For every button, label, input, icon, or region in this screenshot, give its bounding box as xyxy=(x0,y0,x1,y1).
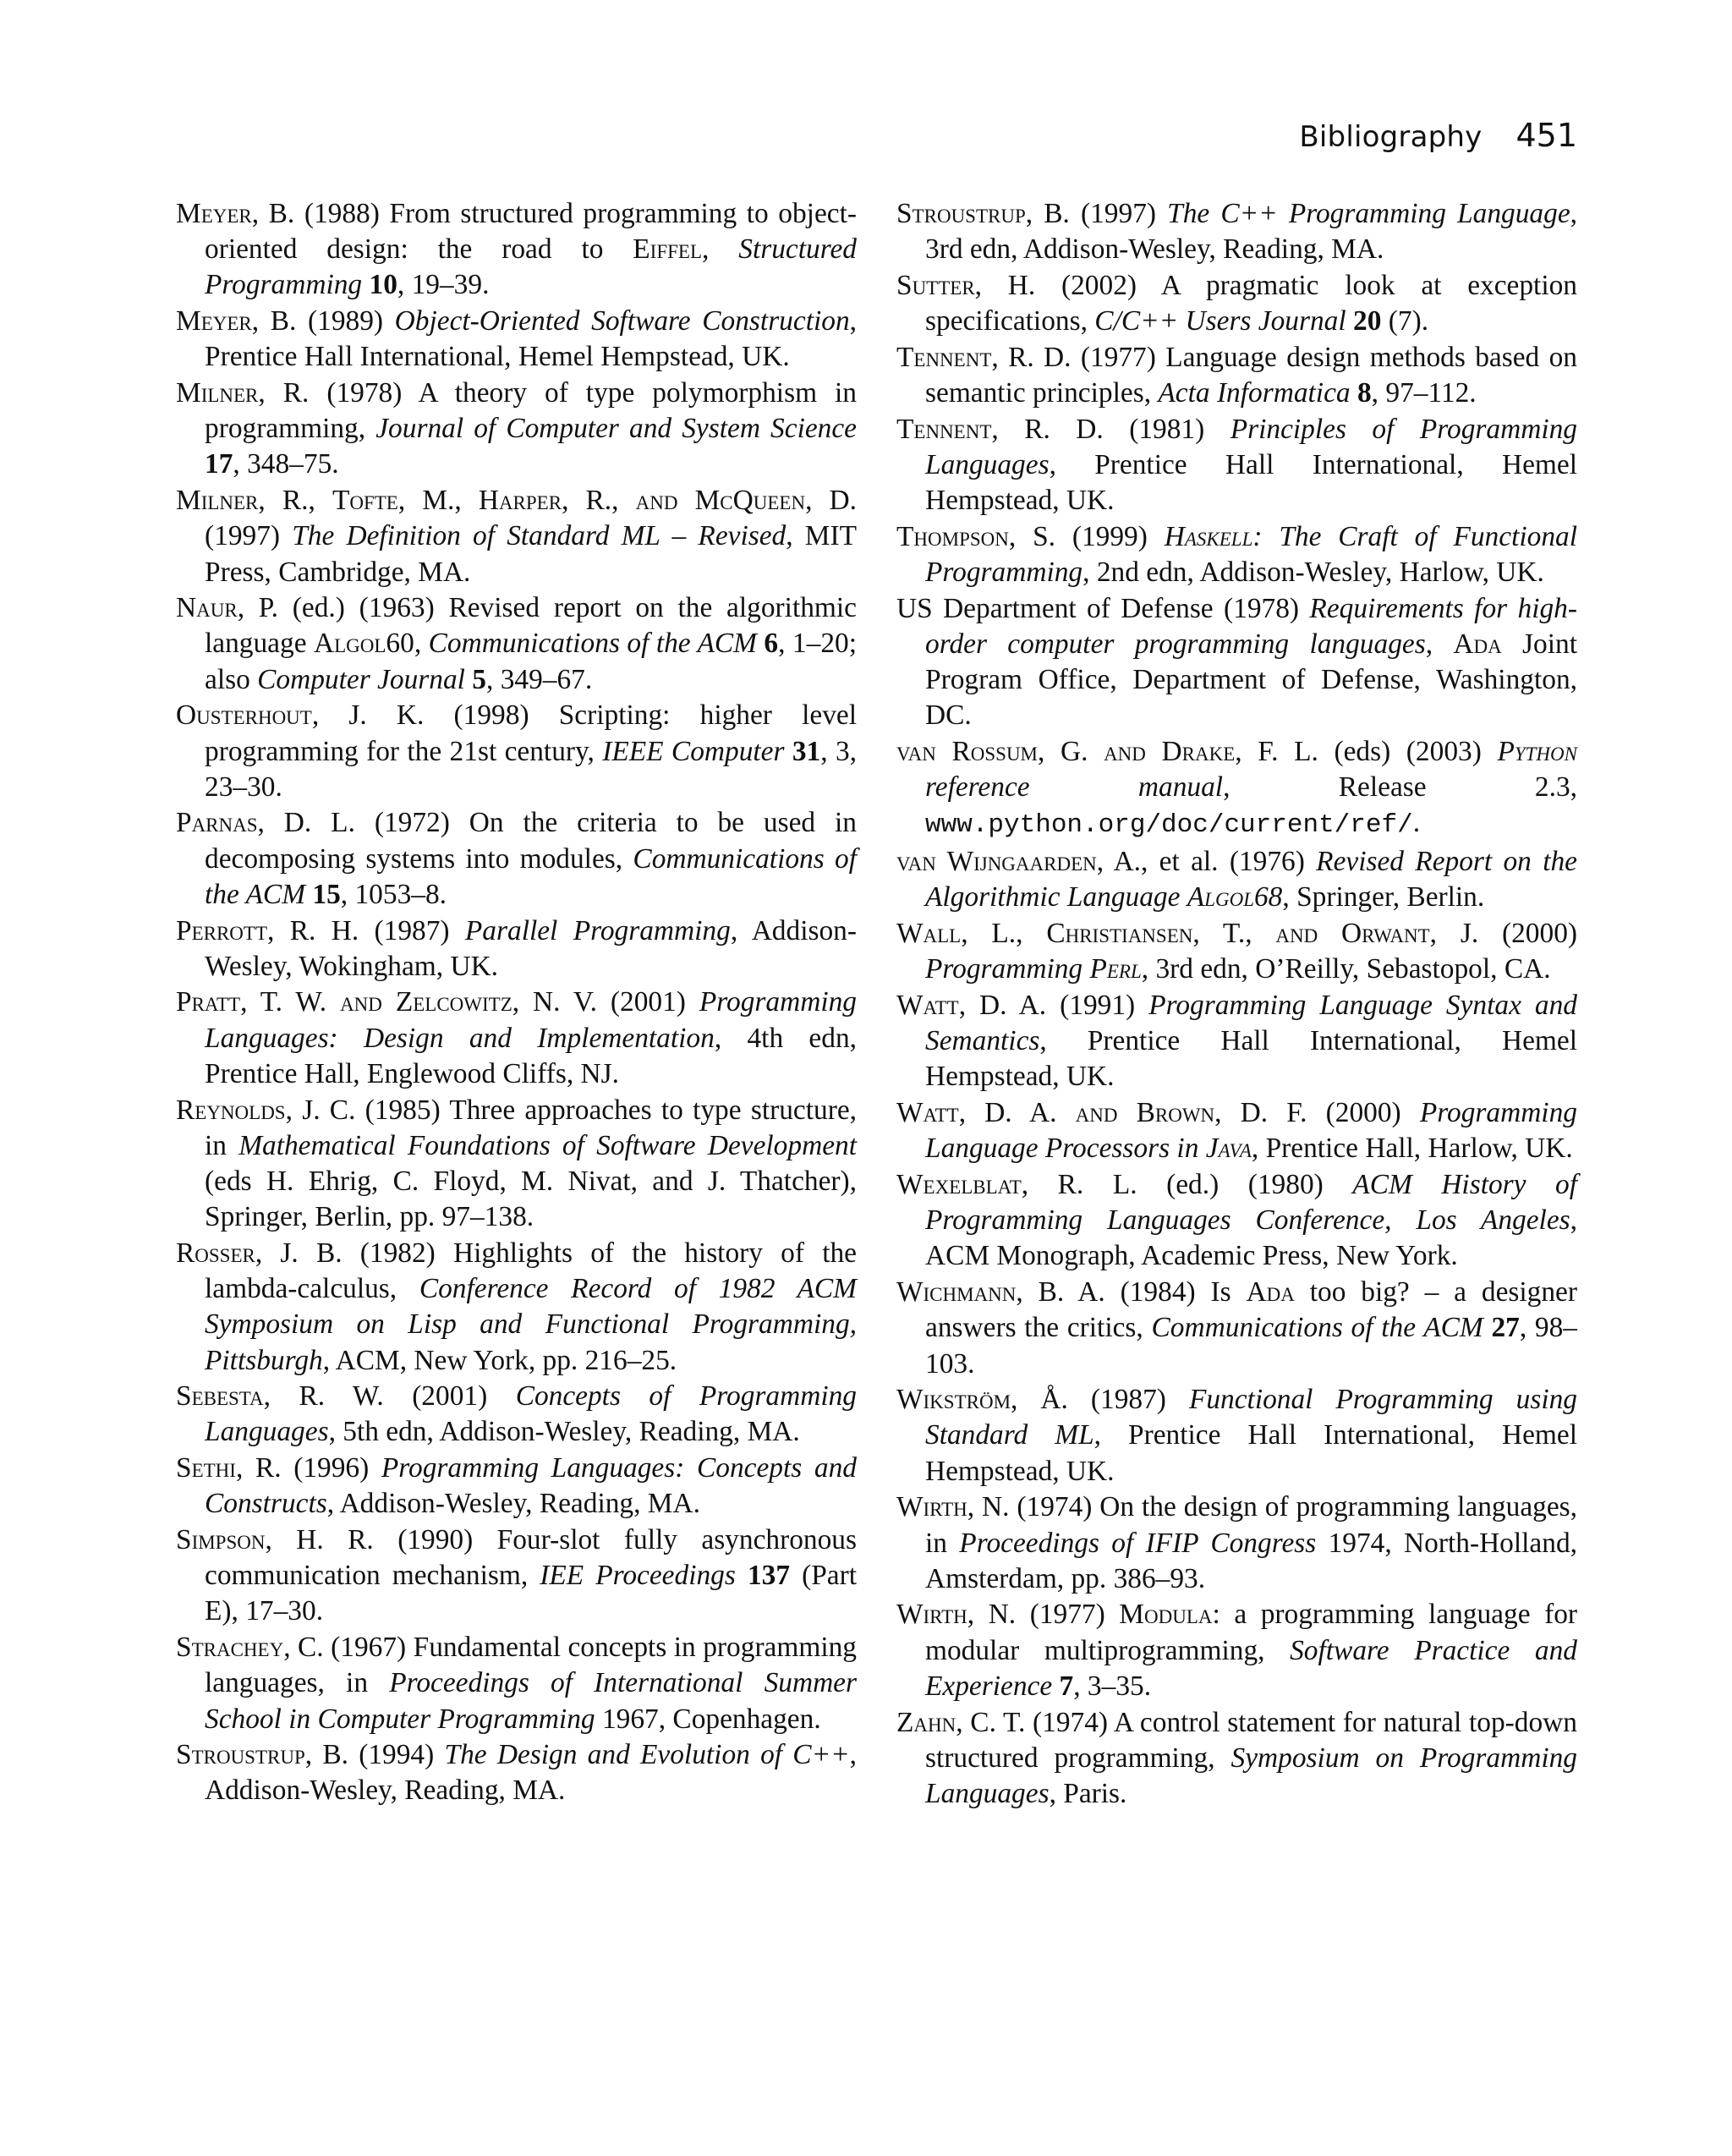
running-head-title: Bibliography xyxy=(1299,120,1483,154)
running-head xyxy=(1184,117,1577,154)
bibliography-entry: Strachey, C. (1967) Fundamental concepts in programming languages, in Proceedings of International Summer School in Computer Programming 1967, Copenhagen. xyxy=(176,1632,857,1735)
bibliography-entry: Tennent, R. D. (1977) Language design methods based on semantic principles, Acta Informatica 8, 97–112. xyxy=(896,341,1577,409)
page-number: 451 xyxy=(1516,117,1577,154)
bibliography-entry: Sethi, R. (1996) Programming Languages: Concepts and Constructs, Addison-Wesley, Reading, MA. xyxy=(176,1452,857,1520)
bibliography-entry: Wichmann, B. A. (1984) Is Ada too big? – a designer answers the critics, Communications of the ACM 27, 98–103. xyxy=(896,1276,1577,1380)
bibliography-entry: Simpson, H. R. (1990) Four-slot fully asynchronous communication mechanism, IEE Proceedings 137 (Part E), 17–30. xyxy=(176,1524,857,1627)
bibliography-entry: van Wijngaarden, A., et al. (1976) Revised Report on the Algorithmic Language Algol68, Springer, Berlin. xyxy=(896,846,1577,913)
bibliography-entry: Naur, P. (ed.) (1963) Revised report on the algorithmic language Algol60, Communications of the ACM 6, 1–20; also Computer Journal 5, 349–67. xyxy=(176,592,857,695)
bibliography-entry: Wall, L., Christiansen, T., and Orwant, J. (2000) Programming Perl, 3rd edn, O’Reilly, Sebastopol, CA. xyxy=(896,918,1578,985)
bibliography-entry: Zahn, C. T. (1974) A control statement for natural top-down structured programming, Symposium on Programming Languages, Paris. xyxy=(896,1706,1577,1809)
bibliography-entry: Stroustrup, B. (1997) The C++ Programming Language, 3rd edn, Addison-Wesley, Reading, MA. xyxy=(896,198,1577,266)
bibliography-entry: Pratt, T. W. and Zelcowitz, N. V. (2001) Programming Languages: Design and Implementation, 4th edn, Prentice Hall, Englewood Cliffs, NJ. xyxy=(176,986,857,1089)
bibliography-entry: Sebesta, R. W. (2001) Concepts of Programming Languages, 5th edn, Addison-Wesley, Reading, MA. xyxy=(176,1380,857,1448)
bibliography-entry: Reynolds, J. C. (1985) Three approaches to type structure, in Mathematical Foundations of Software Development (eds H. Ehrig, C. Floyd, M. Nivat, and J. Thatcher), Springer, Berlin, pp. 97–138. xyxy=(176,1094,857,1233)
bibliography-entry: Meyer, B. (1988) From structured programming to object-oriented design: the road to Eiffel, Structured Programming 10, 19–39. xyxy=(176,198,857,301)
bibliography-entry: Tennent, R. D. (1981) Principles of Programming Languages, Prentice Hall International, Hemel Hempstead, UK. xyxy=(896,413,1577,517)
bibliography-entry: Thompson, S. (1999) Haskell: The Craft of Functional Programming, 2nd edn, Addison-Wesley, Harlow, UK. xyxy=(896,520,1577,589)
bibliography-entry: Wexelblat, R. L. (ed.) (1980) ACM History of Programming Languages Conference, Los Angeles, ACM Monograph, Academic Press, New York. xyxy=(896,1168,1577,1272)
bibliography-entry: Milner, R. (1978) A theory of type polymorphism in programming, Journal of Computer and System Science 17, 348–75. xyxy=(176,377,858,480)
bibliography-column-right xyxy=(896,196,1577,1813)
bibliography-entry: Milner, R., Tofte, M., Harper, R., and McQueen, D. (1997) The Definition of Standard ML – Revised, MIT Press, Cambridge, MA. xyxy=(176,485,857,588)
bibliography-entry: Wirth, N. (1974) On the design of programming languages, in Proceedings of IFIP Congress 1974, North-Holland, Amsterdam, pp. 386–93. xyxy=(896,1491,1577,1594)
bibliography-entry: Watt, D. A. (1991) Programming Language Syntax and Semantics, Prentice Hall International, Hemel Hempstead, UK. xyxy=(896,989,1577,1093)
bibliography-entry: Perrott, R. H. (1987) Parallel Programming, Addison-Wesley, Wokingham, UK. xyxy=(176,914,857,982)
bibliography-entry: Watt, D. A. and Brown, D. F. (2000) Programming Language Processors in Java, Prentice Hall, Harlow, UK. xyxy=(896,1097,1577,1165)
bibliography-entry: US Department of Defense (1978) Requirements for high-order computer programming languages, Ada Joint Program Office, Department of Defense, Washington, DC. xyxy=(896,592,1577,732)
bibliography-entry: Wikström, Å. (1987) Functional Programming using Standard ML, Prentice Hall International, Hemel Hempstead, UK. xyxy=(896,1384,1577,1487)
bibliography-column-left xyxy=(176,196,857,1809)
bibliography-entry: Ousterhout, J. K. (1998) Scripting: higher level programming for the 21st century, IEEE Computer 31, 3, 23–30. xyxy=(176,699,857,803)
bibliography-entry: Wirth, N. (1977) Modula: a programming language for modular multiprogramming, Software Practice and Experience 7, 3–35. xyxy=(896,1599,1578,1702)
bibliography-entry: Rosser, J. B. (1982) Highlights of the history of the lambda-calculus, Conference Record of 1982 ACM Symposium on Lisp and Functional Programming, Pittsburgh, ACM, New York, pp. 216–25. xyxy=(176,1237,857,1376)
bibliography-entry: Parnas, D. L. (1972) On the criteria to be used in decomposing systems into modules, Communications of the ACM 15, 1053–8. xyxy=(176,807,858,910)
bibliography-entry: Meyer, B. (1989) Object-Oriented Software Construction, Prentice Hall International, Hemel Hempstead, UK. xyxy=(176,305,858,373)
bibliography-entry: Sutter, H. (2002) A pragmatic look at exception specifications, C/C++ Users Journal 20 (7). xyxy=(896,269,1577,337)
bibliography-entry: Stroustrup, B. (1994) The Design and Evolution of C++, Addison-Wesley, Reading, MA. xyxy=(176,1739,857,1807)
bibliography-entry: van Rossum, G. and Drake, F. L. (eds) (2003) Python reference manual, Release 2.3, www.python.org/doc/current/ref/. xyxy=(896,736,1578,841)
